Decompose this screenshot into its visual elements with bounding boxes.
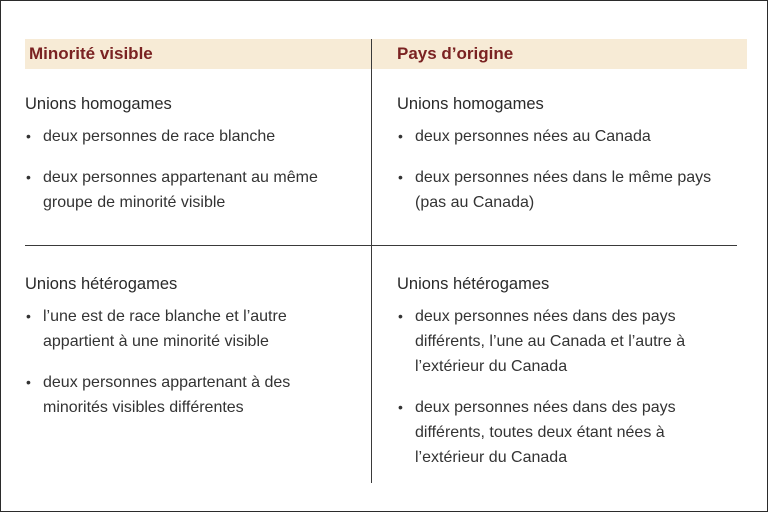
bullet-list — [25, 304, 355, 420]
bullet-icon: • — [26, 374, 31, 390]
list-item-text: deux personnes nées au Canada — [415, 128, 651, 145]
list-item-text: deux personnes nées dans des pays différents, toutes deux étant nées à l’extérieur du Canada — [415, 399, 676, 466]
bullet-icon: • — [26, 169, 31, 185]
bullet-list — [25, 124, 355, 215]
bullet-icon: • — [26, 308, 31, 324]
list-item-text: deux personnes de race blanche — [43, 128, 276, 145]
list-item-text: deux personnes nées dans des pays différents, l’une au Canada et l’autre à l’extérieur du Canada — [415, 308, 686, 375]
list-item — [397, 124, 717, 149]
horizontal-divider — [25, 245, 737, 246]
list-item — [397, 165, 717, 215]
bullet-icon: • — [398, 308, 403, 324]
header-minorite-visible: Minorité visible — [29, 44, 153, 63]
list-item — [25, 165, 325, 215]
list-item — [25, 370, 325, 420]
list-item — [25, 124, 325, 149]
list-item-text: deux personnes appartenant au même groupe de minorité visible — [43, 169, 318, 211]
quadrant-bottom-left — [25, 272, 355, 436]
list-item — [397, 304, 719, 379]
section-title: Unions homogames — [397, 95, 544, 113]
header-pays-origine: Pays d’origine — [397, 44, 514, 63]
list-item-text: deux personnes appartenant à des minorités visibles différentes — [43, 374, 291, 416]
quadrant-top-right — [397, 92, 737, 231]
vertical-divider — [371, 39, 372, 483]
bullet-list — [397, 304, 737, 470]
quadrant-top-left — [25, 92, 355, 231]
list-item-text: l’une est de race blanche et l’autre appartient à une minorité visible — [43, 308, 287, 350]
bullet-icon: • — [398, 128, 403, 144]
bullet-icon: • — [26, 128, 31, 144]
bullet-icon: • — [398, 169, 403, 185]
section-title: Unions hétérogames — [25, 275, 178, 293]
section-title: Unions homogames — [25, 95, 172, 113]
bullet-icon: • — [398, 399, 403, 415]
section-title: Unions hétérogames — [397, 275, 550, 293]
list-item-text: deux personnes nées dans le même pays (pas au Canada) — [415, 169, 712, 211]
list-item — [397, 395, 719, 470]
quadrant-bottom-right — [397, 272, 737, 486]
bullet-list — [397, 124, 737, 215]
list-item — [25, 304, 335, 354]
